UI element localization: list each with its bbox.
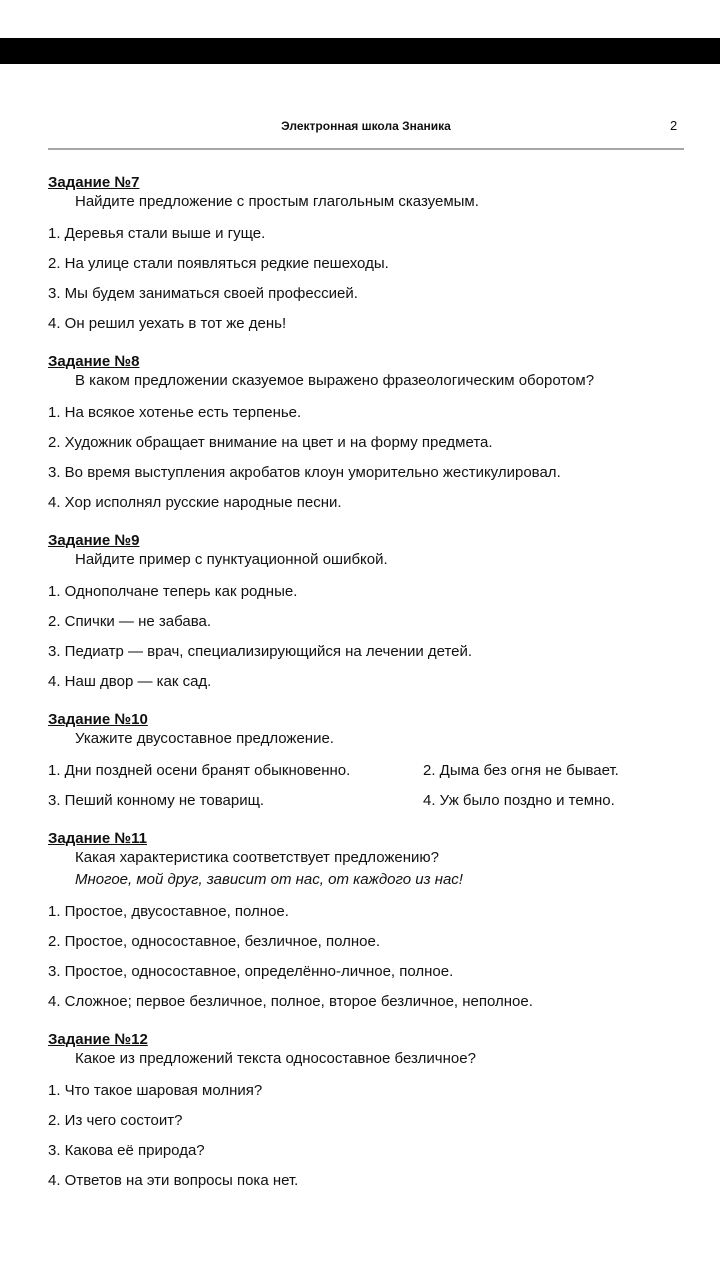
answer-option: 1. Деревья стали выше и гуще. bbox=[48, 225, 266, 242]
task-12 bbox=[48, 1031, 698, 1190]
answer-option: 1. На всякое хотенье есть терпенье. bbox=[48, 404, 302, 421]
answer-option: 1. Однополчане теперь как родные. bbox=[48, 583, 298, 600]
task-question: Какое из предложений текста односоставное безличное? bbox=[75, 1050, 476, 1067]
answer-option: 2. Дыма без огня не бывает. bbox=[423, 762, 619, 779]
task-7 bbox=[48, 174, 698, 333]
answer-option: 4. Ответов на эти вопросы пока нет. bbox=[48, 1172, 299, 1189]
answer-option: 2. Спички — не забава. bbox=[48, 613, 212, 630]
answer-option: 3. Пеший конному не товарищ. bbox=[48, 792, 265, 809]
task-9 bbox=[48, 532, 698, 691]
task-10 bbox=[48, 711, 698, 810]
task-question: В каком предложении сказуемое выражено фразеологическим оборотом? bbox=[75, 372, 595, 389]
answer-option: 2. Из чего состоит? bbox=[48, 1112, 183, 1129]
answer-option: 4. Он решил уехать в тот же день! bbox=[48, 315, 287, 332]
task-title: Задание №11 bbox=[48, 830, 147, 847]
answer-option: 3. Мы будем заниматься своей профессией. bbox=[48, 285, 358, 302]
answer-option: 4. Хор исполнял русские народные песни. bbox=[48, 494, 342, 511]
answer-option: 2. Простое, односоставное, безличное, полное. bbox=[48, 933, 380, 950]
answer-option: 1. Дни поздней осени бранят обыкновенно. bbox=[48, 762, 351, 779]
page-number: 2 bbox=[670, 118, 678, 133]
answer-option: 3. Во время выступления акробатов клоун уморительно жестикулировал. bbox=[48, 464, 561, 481]
task-title: Задание №12 bbox=[48, 1031, 148, 1048]
answer-option: 2. Художник обращает внимание на цвет и на форму предмета. bbox=[48, 434, 493, 451]
answer-option: 1. Простое, двусоставное, полное. bbox=[48, 903, 289, 920]
top-black-bar bbox=[0, 38, 720, 64]
task-title: Задание №9 bbox=[48, 532, 140, 549]
task-8 bbox=[48, 353, 698, 512]
school-name: Электронная школа Знаника bbox=[281, 119, 451, 133]
page-header bbox=[0, 118, 720, 138]
task-example-sentence: Многое, мой друг, зависит от нас, от каждого из нас! bbox=[75, 871, 463, 888]
answer-option: 3. Педиатр — врач, специализирующийся на лечении детей. bbox=[48, 643, 473, 660]
worksheet-content bbox=[48, 174, 698, 1210]
answer-option: 1. Что такое шаровая молния? bbox=[48, 1082, 263, 1099]
answer-option: 4. Сложное; первое безличное, полное, второе безличное, неполное. bbox=[48, 993, 533, 1010]
answer-option: 4. Наш двор — как сад. bbox=[48, 673, 212, 690]
task-question: Найдите пример с пунктуационной ошибкой. bbox=[75, 551, 388, 568]
answer-option: 4. Уж было поздно и темно. bbox=[423, 792, 615, 809]
task-title: Задание №10 bbox=[48, 711, 148, 728]
answer-option: 3. Какова её природа? bbox=[48, 1142, 205, 1159]
answer-option: 2. На улице стали появляться редкие пешеходы. bbox=[48, 255, 389, 272]
task-title: Задание №8 bbox=[48, 353, 140, 370]
answer-options-grid bbox=[48, 762, 698, 810]
task-question: Найдите предложение с простым глагольным сказуемым. bbox=[75, 193, 479, 210]
task-question: Укажите двусоставное предложение. bbox=[75, 730, 334, 747]
answer-option: 3. Простое, односоставное, определённо-личное, полное. bbox=[48, 963, 454, 980]
task-11 bbox=[48, 830, 698, 1011]
header-divider bbox=[48, 148, 684, 150]
task-question: Какая характеристика соответствует предложению? bbox=[75, 849, 440, 866]
task-title: Задание №7 bbox=[48, 174, 140, 191]
